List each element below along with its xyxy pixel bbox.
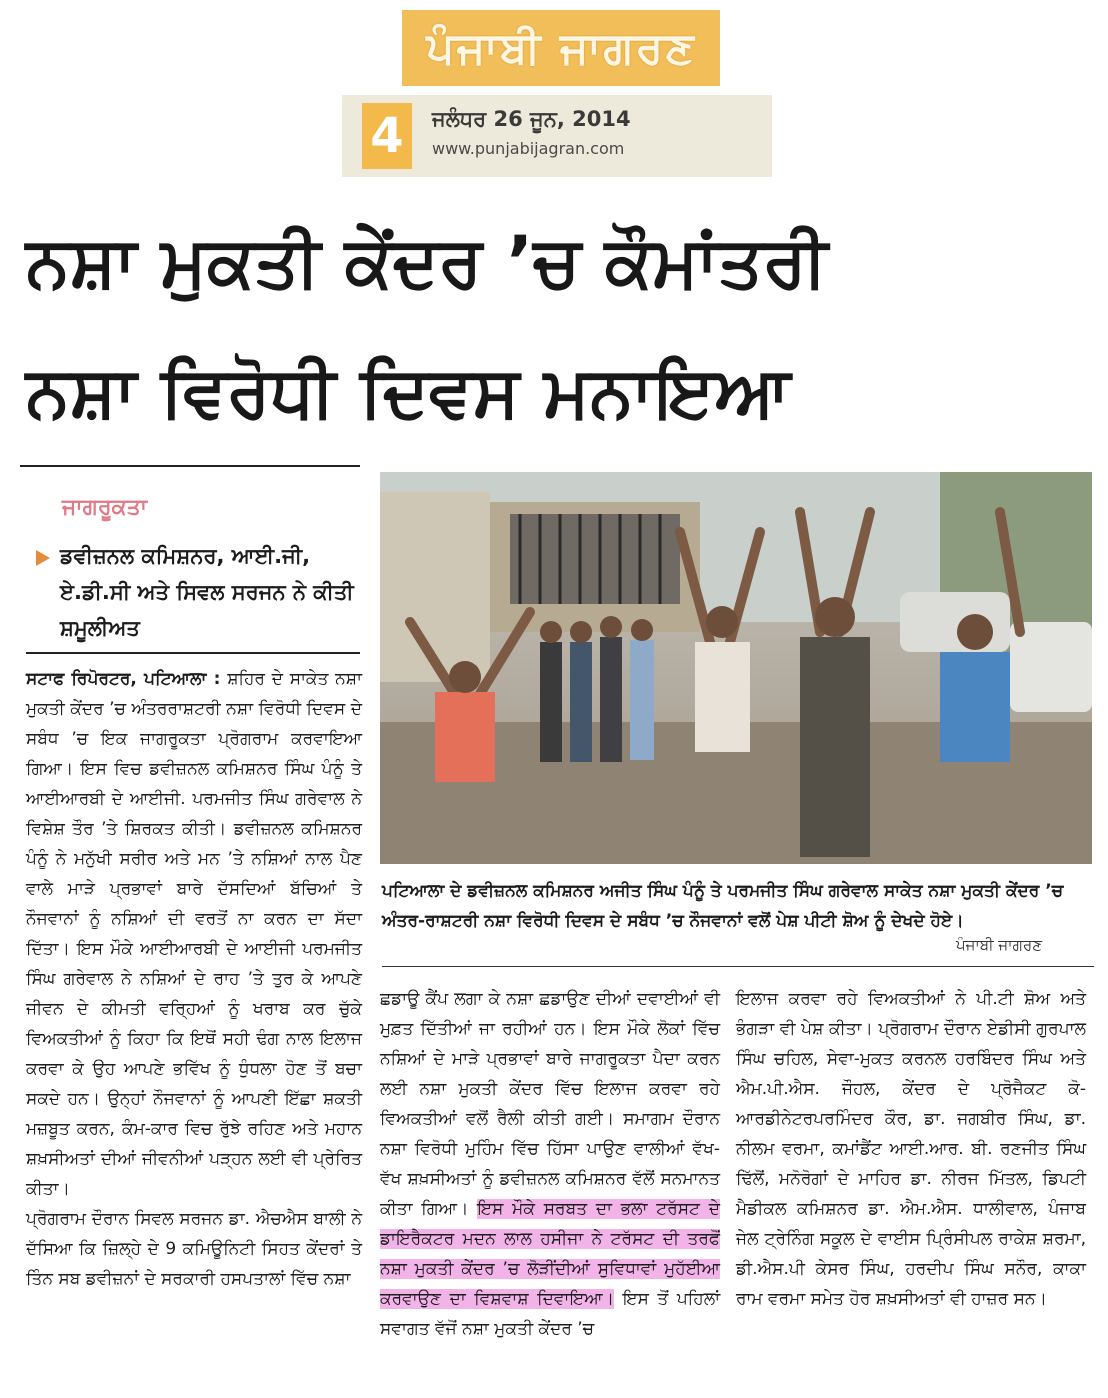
highlighted-text: ਇਸ ਮੌਕੇ ਸਰਬਤ ਦਾ ਭਲਾ ਟਰੱਸਟ ਦੇ ਡਾਇਰੈਕਟਰ ਮਦਨ ਲਾਲ ਹਸੀਜਾ ਨੇ ਟਰੱਸਟ ਦੀ ਤਰਫੋਂ ਨਸ਼ਾ ਮੁਕਤੀ ਕੇਂਦਰ ’ਚ ਲੋੜੀਂਦੀਆਂ ਸੁਵਿਧਾਵਾਂ ਮੁਹੱਈਆ ਕਰਵਾਉਣ ਦਾ ਵਿਸ਼ਵਾਸ਼ ਦਿਵਾਇਆ। bbox=[380, 1199, 720, 1309]
issue-dateline bbox=[342, 95, 772, 177]
masthead-logo bbox=[402, 10, 720, 86]
newspaper-name: ਪੰਜਾਬੀ ਜਾਗਰਣ bbox=[426, 22, 696, 74]
article-text: ਛਡਾਊ ਕੈਂਪ ਲਗਾ ਕੇ ਨਸ਼ਾ ਛਡਾਉਣ ਦੀਆਂ ਦਵਾਈਆਂ ਵੀ ਮੁਫ਼ਤ ਦਿੱਤੀਆਂ ਜਾ ਰਹੀਆਂ ਹਨ। ਇਸ ਮੌਕੇ ਲੋਕਾਂ ਵਿੱਚ ਨਸ਼ਿਆਂ ਦੇ ਮਾੜੇ ਪ੍ਰਭਾਵਾਂ ਬਾਰੇ ਜਾਗਰੂਕਤਾ ਪੈਦਾ ਕਰਨ ਲਈ ਨਸ਼ਾ ਮੁਕਤੀ ਕੇਂਦਰ ਵਿੱਚ ਇਲਾਜ ਕਰਵਾ ਰਹੇ ਵਿਅਕਤੀਆਂ ਵਲੋਂ ਰੈਲੀ ਕੀਤੀ ਗਈ। ਸਮਾਗਮ ਦੌਰਾਨ ਨਸ਼ਾ ਵਿਰੋਧੀ ਮੁਹਿੰਮ ਵਿੱਚ ਹਿੱਸਾ ਪਾਉਣ ਵਾਲੀਆਂ ਵੱਖ-ਵੱਖ ਸ਼ਖ਼ਸੀਅਤਾਂ ਨੂੰ ਡਵੀਜ਼ਨਲ ਕਮਿਸ਼ਨਰ ਵੱਲੋਂ ਸਨਮਾਨਤ ਕੀਤਾ ਗਿਆ। bbox=[380, 989, 720, 1219]
photo-caption: ਪਟਿਆਲਾ ਦੇ ਡਵੀਜ਼ਨਲ ਕਮਿਸ਼ਨਰ ਅਜੀਤ ਸਿੰਘ ਪੰਨੂੰ ਤੇ ਪਰਮਜੀਤ ਸਿੰਘ ਗਰੇਵਾਲ ਸਾਕੇਤ ਨਸ਼ਾ ਮੁਕਤੀ ਕੇਂਦਰ ’ਚ ਅੰਤਰ-ਰਾਸ਼ਟਰੀ ਨਸ਼ਾ ਵਿਰੋਧੀ ਦਿਵਸ ਦੇ ਸਬੰਧ ’ਚ ਨੌਜਵਾਨਾਂ ਵਲੋਂ ਪੇਸ਼ ਪੀਟੀ ਸ਼ੋਅ ਨੂੰ ਦੇਖਦੇ ਹੋਏ। bbox=[382, 881, 1064, 931]
photo-credit: ਪੰਜਾਬੀ ਜਾਗਰਣ bbox=[956, 936, 1042, 954]
article-paragraph: ਇਲਾਜ ਕਰਵਾ ਰਹੇ ਵਿਅਕਤੀਆਂ ਨੇ ਪੀ.ਟੀ ਸ਼ੋਅ ਅਤੇ ਭੰਗੜਾ ਵੀ ਪੇਸ਼ ਕੀਤਾ। ਪ੍ਰੋਗਰਾਮ ਦੌਰਾਨ ਏਡੀਸੀ ਗੁਰਪਾਲ ਸਿੰਘ ਚਹਿਲ, ਸੇਵਾ-ਮੁਕਤ ਕਰਨਲ ਹਰਬਿੰਦਰ ਸਿੰਘ ਅਤੇ ਐਮ.ਪੀ.ਐਸ. ਜੌਹਲ, ਕੇਂਦਰ ਦੇ ਪ੍ਰੋਜੈਕਟ ਕੋ-ਆਰਡੀਨੇਟਰਪਰਮਿੰਦਰ ਕੌਰ, ਡਾ. ਜਗਬੀਰ ਸਿੰਘ, ਡਾ. ਨੀਲਮ ਵਰਮਾ, ਕਮਾਂਡੈਂਟ ਆਈ.ਆਰ. ਬੀ. ਰਣਜੀਤ ਸਿੰਘ ਢਿੱਲੋਂ, ਮਨੋਰੋਗਾਂ ਦੇ ਮਾਹਿਰ ਡਾ. ਨੀਰਜ ਮਿੱਤਲ, ਡਿਪਟੀ ਮੈਡੀਕਲ ਕਮਿਸ਼ਨਰ ਡਾ. ਐਮ.ਐਸ. ਧਾਲੀਵਾਲ, ਪੰਜਾਬ ਜੇਲ ਟ੍ਰੇਨਿੰਗ ਸਕੂਲ ਦੇ ਵਾਈਸ ਪ੍ਰਿੰਸੀਪਲ ਰਾਕੇਸ਼ ਸ਼ਰਮਾ, ਡੀ.ਐਸ.ਪੀ ਕੇਸਰ ਸਿੰਘ, ਹਰਦੀਪ ਸਿੰਘ ਸਨੌਰ, ਕਾਕਾ ਰਾਮ ਵਰਮਾ ਸਮੇਤ ਹੋਰ ਸ਼ਖ਼ਸੀਅਤਾਂ ਵੀ ਹਾਜ਼ਰ ਸਨ। bbox=[736, 989, 1086, 1309]
article-column-1 bbox=[26, 664, 362, 1294]
website-url: www.punjabijagran.com bbox=[432, 139, 625, 158]
headline-line-2: ਨਸ਼ਾ ਵਿਰੋਧੀ ਦਿਵਸ ਮਨਾਇਆ bbox=[26, 351, 791, 433]
divider bbox=[26, 652, 360, 654]
article-text: ਸ਼ਹਿਰ ਦੇ ਸਾਕੇਤ ਨਸ਼ਾ ਮੁਕਤੀ ਕੇਂਦਰ ’ਚ ਅੰਤਰਰਾਸ਼ਟਰੀ ਨਸ਼ਾ ਵਿਰੋਧੀ ਦਿਵਸ ਦੇ ਸਬੰਧ ’ਚ ਇਕ ਜਾਗਰੂਕਤਾ ਪ੍ਰੋਗਰਾਮ ਕਰਵਾਇਆ ਗਿਆ। ਇਸ ਵਿਚ ਡਵੀਜ਼ਨਲ ਕਮਿਸ਼ਨਰ ਸਿੰਘ ਪੰਨੂੰ ਤੇ ਆਈਆਰਬੀ ਦੇ ਆਈਜੀ. ਪਰਮਜੀਤ ਸਿੰਘ ਗਰੇਵਾਲ ਨੇ ਵਿਸ਼ੇਸ਼ ਤੌਰ ’ਤੇ ਸ਼ਿਰਕਤ ਕੀਤੀ। ਡਵੀਜ਼ਨਲ ਕਮਿਸ਼ਨਰ ਪੰਨੂੰ ਨੇ ਮਨੁੱਖੀ ਸਰੀਰ ਅਤੇ ਮਨ ’ਤੇ ਨਸ਼ਿਆਂ ਨਾਲ ਪੈਣ ਵਾਲੇ ਮਾੜੇ ਪ੍ਰਭਾਵਾਂ ਬਾਰੇ ਦੱਸਦਿਆਂ ਬੱਚਿਆਂ ਤੇ ਨੌਜਵਾਨਾਂ ਨੂੰ ਨਸ਼ਿਆਂ ਦੀ ਵਰਤੋਂ ਨਾ ਕਰਨ ਦਾ ਸੱਦਾ ਦਿੱਤਾ। ਇਸ ਮੌਕੇ ਆਈਆਰਬੀ ਦੇ ਆਈਜੀ ਪਰਮਜੀਤ ਸਿੰਘ ਗਰੇਵਾਲ ਨੇ ਨਸ਼ਿਆਂ ਦੇ ਰਾਹ ’ਤੇ ਤੁਰ ਕੇ ਆਪਣੇ ਜੀਵਨ ਦੇ ਕੀਮਤੀ ਵਰ੍ਹਿਆਂ ਨੂੰ ਖਰਾਬ ਕਰ ਚੁੱਕੇ ਵਿਅਕਤੀਆਂ ਨੂੰ ਕਿਹਾ ਕਿ ਇਥੋਂ ਸਹੀ ਢੰਗ ਨਾਲ ਇਲਾਜ ਕਰਵਾ ਕੇ ਉਹ ਆਪਣੇ ਭਵਿੱਖ ਨੂੰ ਧੁੰਧਲਾ ਹੋਣ ਤੋਂ ਬਚਾ ਸਕਦੇ ਹਨ। ਉਨ੍ਹਾਂ ਨੌਜਵਾਨਾਂ ਨੂੰ ਆਪਣੀ ਇੱਛਾ ਸ਼ਕਤੀ ਮਜ਼ਬੂਤ ਕਰਨ, ਕੰਮ-ਕਾਰ ਵਿਚ ਰੁੱਝੇ ਰਹਿਣ ਅਤੇ ਮਹਾਨ ਸ਼ਖ਼ਸੀਅਤਾਂ ਦੀਆਂ ਜੀਵਨੀਆਂ ਪੜ੍ਹਨ ਲਈ ਵੀ ਪ੍ਰੇਰਿਤ ਕੀਤਾ। bbox=[26, 669, 362, 1199]
bullet-icon bbox=[36, 550, 50, 566]
divider bbox=[382, 966, 1094, 967]
issue-date: ਜਲੰਧਰ 26 ਜੂਨ, 2014 bbox=[432, 107, 631, 131]
page-number: 4 bbox=[362, 103, 412, 169]
photo-illustration bbox=[380, 472, 1092, 864]
article-column-2 bbox=[380, 984, 720, 1344]
article-text: ਇਸ ਤੋਂ ਪਹਿਲਾਂ ਸਵਾਗਤ ਵੱਜੋਂ ਨਸ਼ਾ ਮੁਕਤੀ ਕੇਂਦਰ ’ਚ bbox=[380, 1289, 721, 1339]
article-dateline: ਸਟਾਫ ਰਿਪੋਰਟਰ, ਪਟਿਆਲਾ : bbox=[26, 669, 221, 689]
divider bbox=[20, 465, 360, 467]
section-tag: ਜਾਗਰੂਕਤਾ bbox=[62, 495, 147, 520]
article-paragraph: ਪ੍ਰੋਗਰਾਮ ਦੌਰਾਨ ਸਿਵਲ ਸਰਜਨ ਡਾ. ਐਚਐਸ ਬਾਲੀ ਨੇ ਦੱਸਿਆ ਕਿ ਜ਼ਿਲ੍ਹੇ ਦੇ 9 ਕਮਿਊਨਿਟੀ ਸਿਹਤ ਕੇਂਦਰਾਂ ਤੇ ਤਿੰਨ ਸਬ ਡਵੀਜ਼ਨਾਂ ਦੇ ਸਰਕਾਰੀ ਹਸਪਤਾਲਾਂ ਵਿੱਚ ਨਸ਼ਾ bbox=[26, 1209, 362, 1289]
article-paragraph bbox=[26, 664, 362, 1204]
subheadline: ਡਵੀਜ਼ਨਲ ਕਮਿਸ਼ਨਰ, ਆਈ.ਜੀ, ਏ.ਡੀ.ਸੀ ਅਤੇ ਸਿਵਲ ਸਰਜਨ ਨੇ ਕੀਤੀ ਸ਼ਮੂਲੀਅਤ bbox=[60, 544, 354, 640]
article-column-3 bbox=[736, 984, 1086, 1314]
headline-line-1: ਨਸ਼ਾ ਮੁਕਤੀ ਕੇਂਦਰ ’ਚ ਕੌਮਾਂਤਰੀ bbox=[26, 221, 828, 303]
article-paragraph bbox=[380, 984, 720, 1344]
news-photo bbox=[380, 472, 1092, 864]
